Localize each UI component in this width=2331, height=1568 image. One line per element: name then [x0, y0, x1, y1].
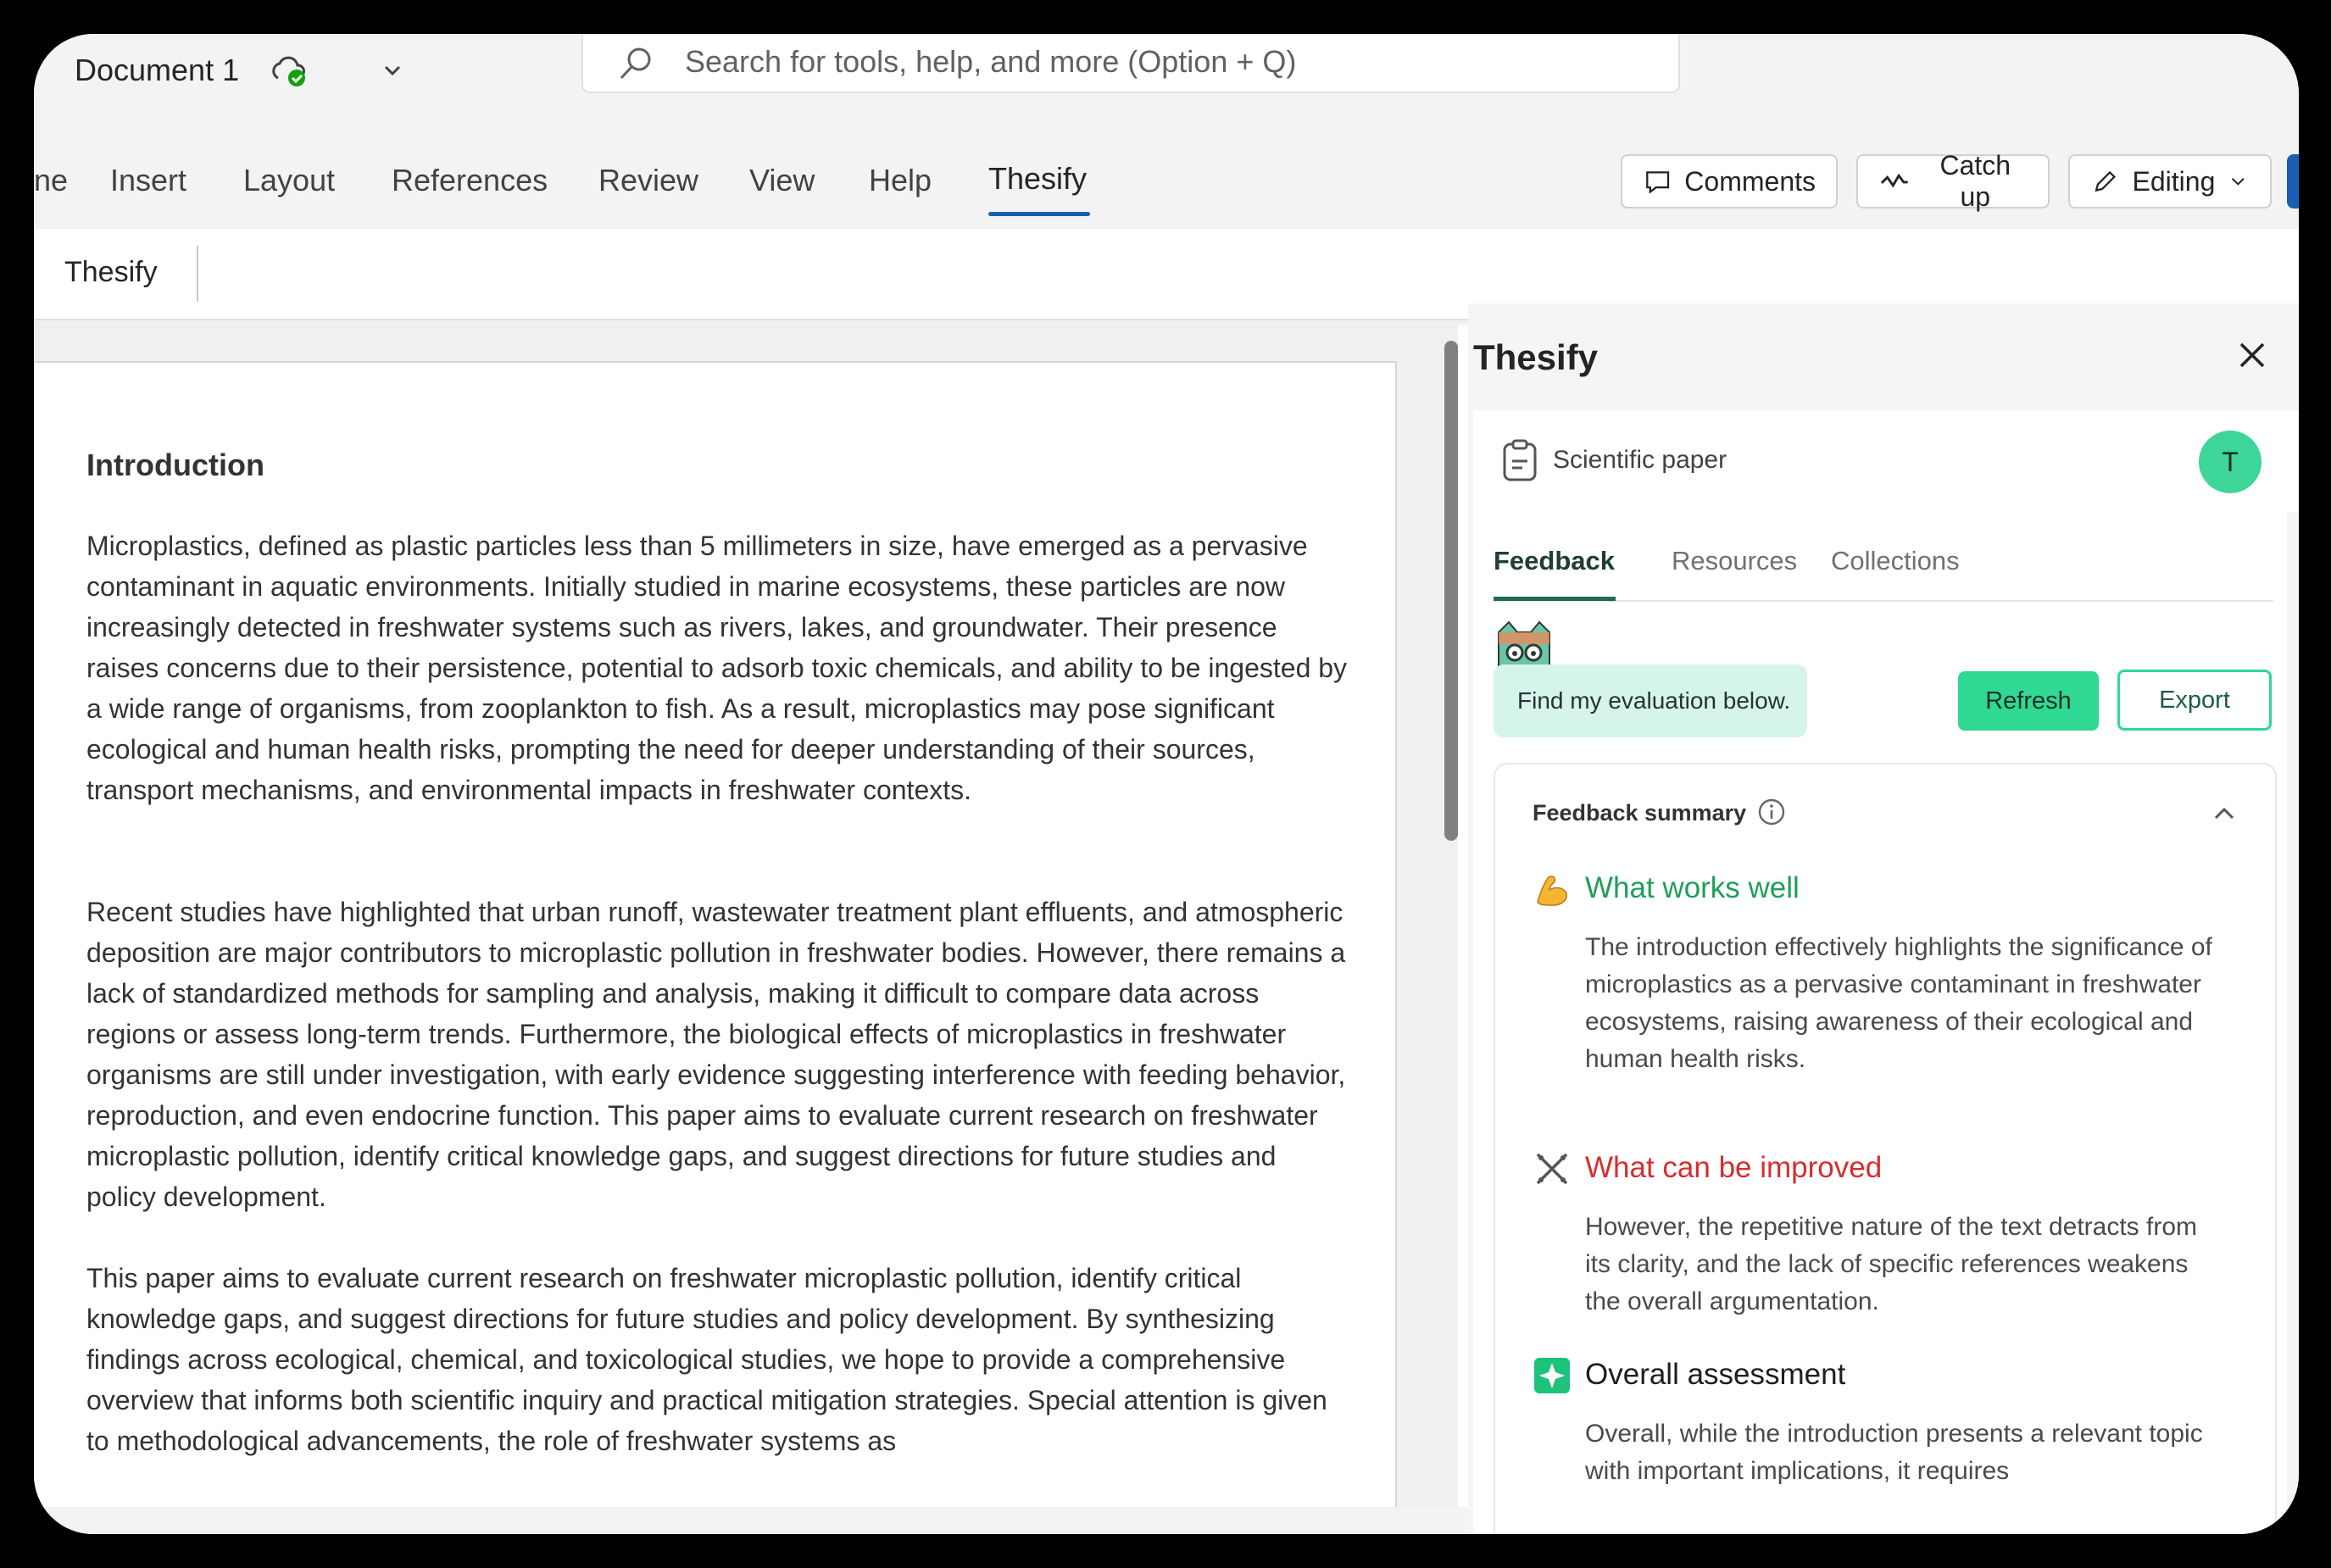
thesify-pane	[1468, 303, 2299, 1534]
search-icon	[617, 46, 654, 83]
pencil-icon	[2090, 164, 2121, 198]
active-tab-indicator	[1494, 597, 1616, 601]
tab-references[interactable]: References	[392, 163, 548, 197]
overall-assessment-text: Overall, while the introduction presents a relevant topic with important implications, it requires	[1585, 1420, 2203, 1485]
avatar[interactable]: T	[2199, 431, 2261, 493]
tab-home[interactable]: ne	[34, 163, 69, 197]
feedback-summary-header: Feedback summary	[1533, 800, 1747, 826]
chevron-down-icon[interactable]	[378, 56, 407, 85]
vertical-scrollbar[interactable]	[1444, 341, 1458, 841]
tab-help[interactable]: Help	[869, 163, 932, 197]
document-type-label: Scientific paper	[1553, 446, 1727, 474]
comments-button[interactable]	[1621, 154, 1838, 209]
chevron-up-icon[interactable]	[2207, 797, 2241, 831]
paragraph-2: Recent studies have highlighted that urban runoff, wastewater treatment plant effluents, and atmospheric deposition are major contributors to microplastic pollution in freshwater bodies. However, there remains a lack of standardized methods for sampling and analysis, making it difficult to compare data across regions or assess long-term trends. Furthermore, the biological effects of microplastics in freshwater organisms are still under investigation, with early evidence suggesting interference with feeding behavior, reproduction, and even endocrine function. This paper aims to evaluate current research on freshwater microplastic pollution, identify critical knowledge gaps, and suggest directions for future studies and policy development.	[86, 897, 1346, 1212]
pane-title: Thesify	[1473, 337, 1599, 377]
paragraph-3: This paper aims to evaluate current research on freshwater microplastic pollution, identify critical knowledge gaps, and suggest directions for future studies and policy development. By synthesizing findings across ecological, chemical, and toxicological studies, we hope to provide a comprehensive overview that informs both scientific inquiry and practical mitigation strategies. Special attention is given to methodological advancements, the role of freshwater systems as	[86, 1263, 1327, 1456]
search-input[interactable]	[683, 39, 1619, 85]
refresh-button[interactable]: Refresh	[1958, 671, 2099, 731]
info-icon[interactable]	[1756, 797, 1787, 827]
tab-review[interactable]: Review	[598, 163, 699, 197]
document-canvas	[34, 320, 1458, 1534]
pane-body	[1473, 512, 2287, 1534]
tab-thesify[interactable]: Thesify	[988, 161, 1088, 196]
tab-layout[interactable]: Layout	[243, 163, 336, 197]
active-tab-indicator	[988, 212, 1090, 216]
document-type-row	[1473, 410, 2299, 512]
comment-icon	[1643, 164, 1672, 198]
export-button[interactable]: Export	[2117, 670, 2272, 731]
app-window	[34, 34, 2299, 1534]
document-page[interactable]	[34, 361, 1397, 1534]
paragraph-1: Microplastics, defined as plastic particles less than 5 millimeters in size, have emerged as a pervasive contaminant in aquatic environments. Initially studied in marine ecosystems, these particles are now increasingly detected in freshwater systems such as rivers, lakes, and groundwater. Their presence raises concerns due to their persistence, potential to adsorb toxic chemicals, and ability to be ingested by a wide range of organisms, from zooplankton to fish. As a result, microplastics may pose significant ecological and human health risks, prompting the need for deeper understanding of their sources, transport mechanisms, and environmental impacts in freshwater contexts.	[86, 531, 1348, 805]
works-well-title: What works well	[1585, 871, 1800, 904]
share-button-edge[interactable]	[2287, 154, 2299, 209]
editing-mode-button[interactable]	[2068, 154, 2272, 209]
feedback-summary-card	[1494, 763, 2277, 1534]
can-be-improved-title: What can be improved	[1585, 1151, 1883, 1184]
mascot-speech-bubble: Find my evaluation below.	[1494, 664, 1807, 737]
close-icon[interactable]	[2231, 334, 2273, 376]
can-be-improved-text: However, the repetitive nature of the text detracts from its clarity, and the lack of specific references weakens the overall argumentation.	[1585, 1213, 2198, 1315]
sparkle-icon	[1533, 1356, 1572, 1395]
editing-label: Editing	[2132, 165, 2216, 197]
works-well-text: The introduction effectively highlights the significance of microplastics as a pervasive contaminant in freshwater ecosystems, raising awareness of their ecological and human health risks.	[1585, 933, 2212, 1073]
crossed-swords-icon	[1533, 1149, 1572, 1188]
comments-label: Comments	[1684, 165, 1816, 197]
cloud-saved-icon[interactable]	[268, 49, 310, 92]
tab-feedback[interactable]: Feedback	[1494, 546, 1616, 575]
search-box[interactable]	[581, 34, 1680, 93]
document-heading: Introduction	[86, 448, 264, 482]
command-divider	[197, 246, 198, 302]
catch-up-button[interactable]	[1856, 150, 2050, 212]
flexed-biceps-icon	[1533, 870, 1572, 909]
clipboard-icon	[1499, 437, 1541, 485]
mascot-icon	[1492, 620, 1556, 668]
chevron-down-icon	[2227, 169, 2250, 194]
tab-view[interactable]: View	[749, 163, 815, 197]
tab-collections[interactable]: Collections	[1831, 546, 1960, 575]
overall-assessment-title: Overall assessment	[1585, 1358, 1846, 1391]
tab-insert[interactable]: Insert	[110, 163, 187, 197]
title-bar	[34, 34, 2299, 127]
tab-resources[interactable]: Resources	[1672, 546, 1798, 575]
thesify-command-button[interactable]: Thesify	[64, 256, 158, 288]
document-title[interactable]: Document 1	[75, 53, 240, 87]
ribbon-tabs	[34, 127, 2299, 229]
catch-up-label: Catch up	[1939, 150, 2011, 212]
activity-icon	[1878, 164, 1911, 198]
